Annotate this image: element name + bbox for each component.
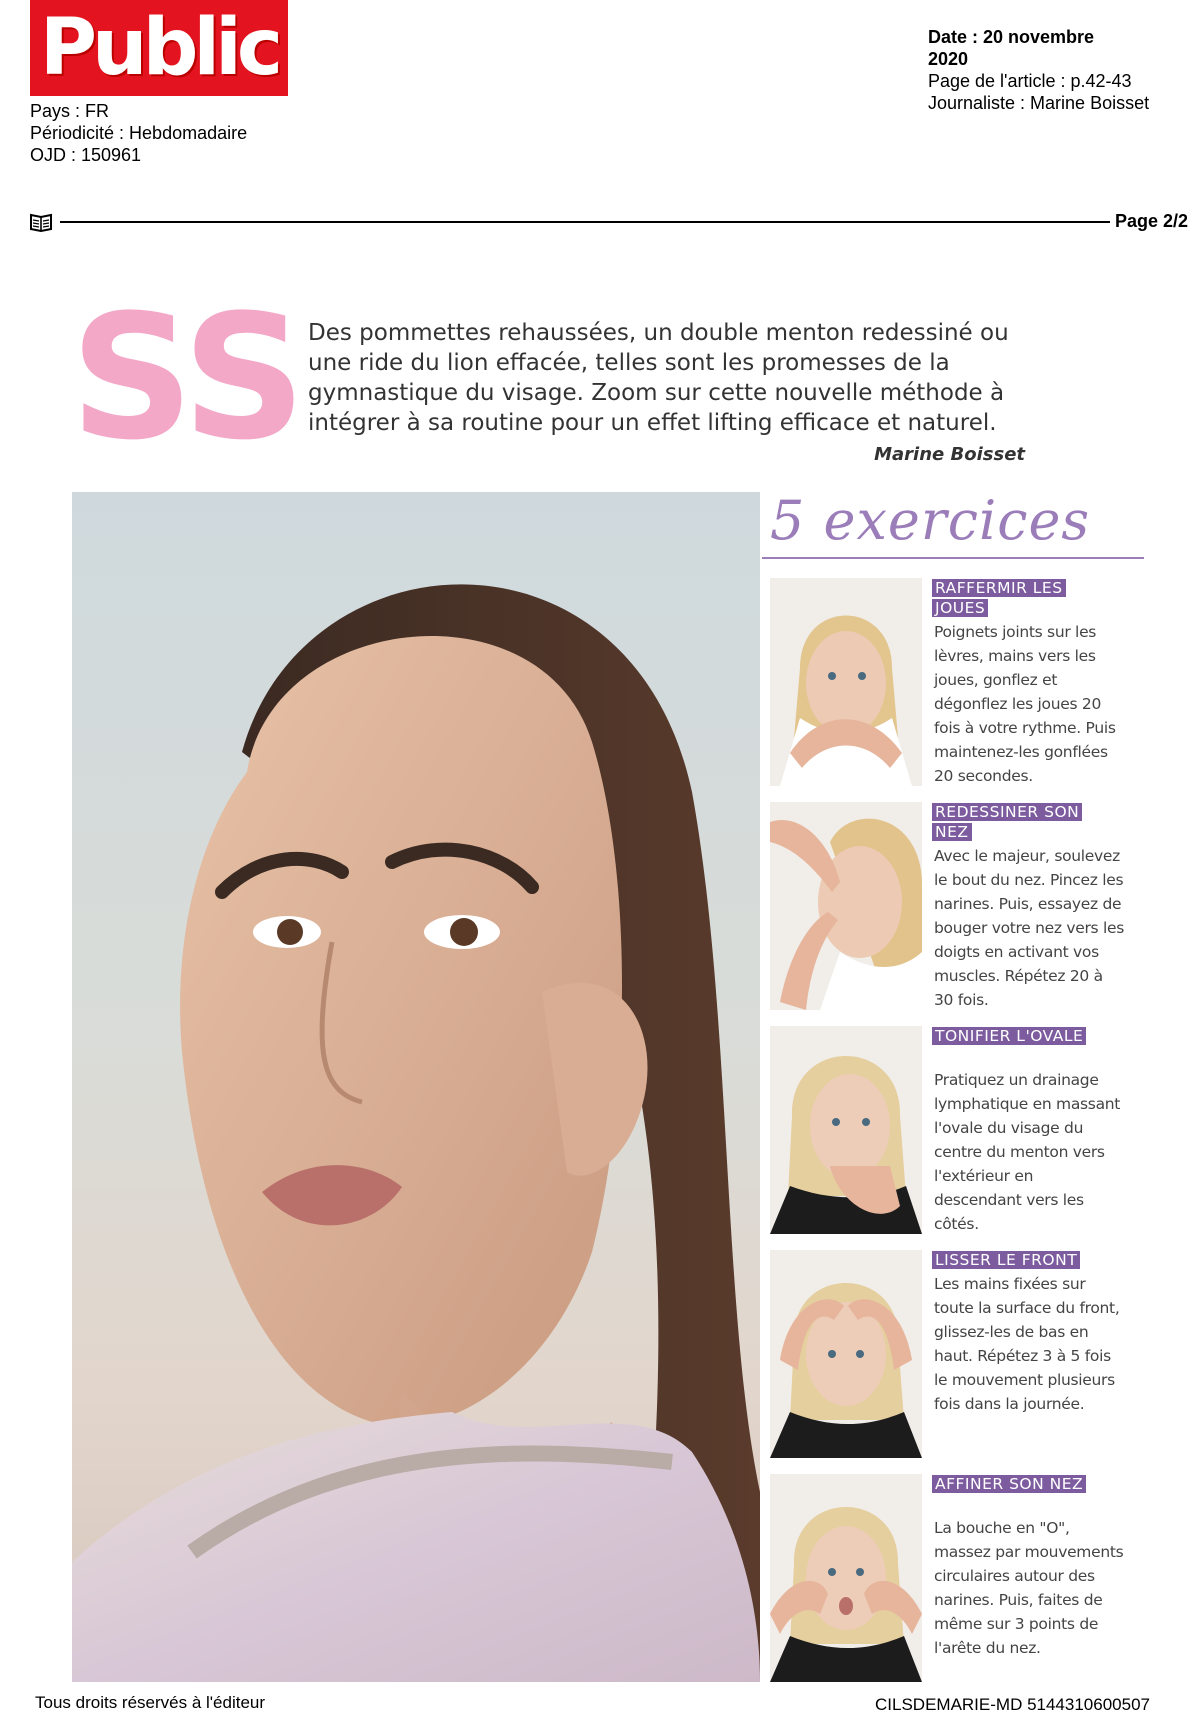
exercise-title: REDESSINER SON NEZ: [932, 802, 1102, 842]
exercise-title: LISSER LE FRONT: [932, 1250, 1102, 1270]
exercise-text: Poignets joints sur les lèvres, mains vers les joues, gonflez et dégonflez les joues 20 fois à votre rythme. Puis maintenez-les gonflées 20 secondes.: [934, 623, 1116, 785]
headline-fragment: SS: [70, 277, 303, 478]
logo-text: Public: [39, 3, 279, 93]
exercise-item: [770, 578, 1160, 788]
book-icon: [30, 212, 52, 232]
exercise-title: TONIFIER L'OVALE: [932, 1026, 1102, 1046]
exercise-text: La bouche en "O", massez par mouvements circulaires autour des narines. Puis, faites de même sur 3 points de l'arête du nez.: [934, 1519, 1124, 1657]
exercise-item: [770, 1474, 1160, 1684]
exercise-photo: [770, 1474, 922, 1682]
exercise-item: [770, 802, 1160, 1012]
exercises-title: 5 exercices: [770, 489, 1091, 552]
footer-code: CILSDEMARIE-MD 5144310600507: [875, 1695, 1150, 1714]
exercise-photo: [770, 578, 922, 786]
article-intro: Des pommettes rehaussées, un double menton redessiné ou une ride du lion effacée, telles sont les promesses de la gymnastique du visage. Zoom sur cette nouvelle méthode à intégrer à sa routine pour un effet lifting efficace et naturel.: [308, 320, 1009, 436]
exercise-item: [770, 1026, 1160, 1236]
meta-date-line1: Date : 20 novembre: [928, 27, 1095, 47]
exercise-text: Les mains fixées sur toute la surface du front, glissez-les de bas en haut. Répétez 3 à 5 fois le mouvement plusieurs fois dans la journée.: [934, 1275, 1120, 1413]
header-divider: [60, 221, 1110, 223]
exercise-photo: [770, 1026, 922, 1234]
footer-rights: Tous droits réservés à l'éditeur: [35, 1693, 266, 1712]
exercise-title: AFFINER SON NEZ: [932, 1474, 1102, 1494]
meta-journalist: Journaliste : Marine Boisset: [928, 93, 1150, 113]
publication-logo: [30, 0, 288, 96]
meta-article-page: Page de l'article : p.42-43: [928, 71, 1132, 91]
exercise-text: Pratiquez un drainage lymphatique en massant l'ovale du visage du centre du menton vers l'extérieur en descendant vers les côtés.: [934, 1071, 1121, 1233]
article-author: Marine Boisset: [874, 444, 1025, 465]
meta-date-line2: 2020: [928, 49, 969, 69]
exercise-text: Avec le majeur, soulevez le bout du nez. Pincez les narines. Puis, essayez de bouger votre nez vers les doigts en activant vos muscles. Répétez 20 à 30 fois.: [934, 847, 1124, 1009]
portrait-photo: [72, 492, 760, 1682]
exercise-title: RAFFERMIR LES JOUES: [932, 578, 1102, 618]
exercises-title-rule: [762, 557, 1144, 559]
meta-periodicity: Périodicité : Hebdomadaire: [30, 123, 248, 143]
exercise-item: [770, 1250, 1160, 1460]
meta-ojd: OJD : 150961: [30, 145, 142, 165]
exercise-photo: [770, 802, 922, 1010]
page-indicator: Page 2/2: [1115, 211, 1189, 231]
exercise-photo: [770, 1250, 922, 1458]
meta-country: Pays : FR: [30, 101, 110, 121]
